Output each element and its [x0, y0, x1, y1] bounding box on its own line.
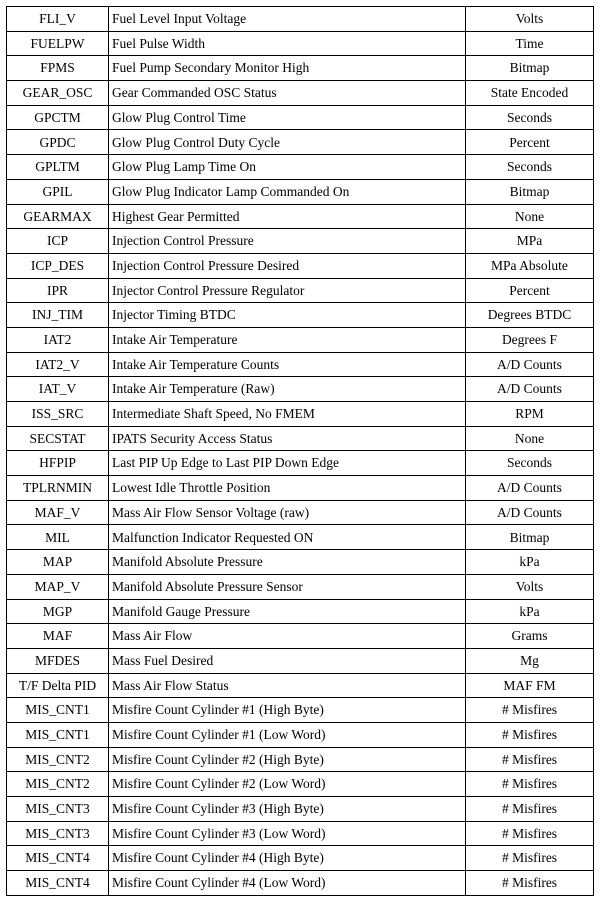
- pid-description-cell: Intake Air Temperature Counts: [109, 352, 466, 377]
- pid-code-cell: GPCTM: [7, 105, 109, 130]
- table-row: [7, 797, 594, 822]
- table-row: [7, 426, 594, 451]
- pid-unit-cell: # Misfires: [466, 772, 594, 797]
- table-row: [7, 105, 594, 130]
- pid-description-cell: Misfire Count Cylinder #4 (Low Word): [109, 871, 466, 896]
- table-row: [7, 624, 594, 649]
- table-row: [7, 648, 594, 673]
- table-row: [7, 377, 594, 402]
- table-row: [7, 500, 594, 525]
- pid-code-cell: MAP: [7, 550, 109, 575]
- pid-code-cell: MIS_CNT1: [7, 722, 109, 747]
- pid-code-cell: T/F Delta PID: [7, 673, 109, 698]
- pid-code-cell: FPMS: [7, 56, 109, 81]
- table-row: [7, 56, 594, 81]
- table-row: [7, 673, 594, 698]
- pid-unit-cell: # Misfires: [466, 797, 594, 822]
- pid-code-cell: MIS_CNT4: [7, 846, 109, 871]
- pid-table-body: [7, 7, 594, 896]
- pid-unit-cell: Volts: [466, 7, 594, 32]
- pid-unit-cell: Bitmap: [466, 56, 594, 81]
- pid-description-cell: Glow Plug Control Time: [109, 105, 466, 130]
- pid-unit-cell: Time: [466, 31, 594, 56]
- pid-description-cell: Misfire Count Cylinder #1 (Low Word): [109, 722, 466, 747]
- table-row: [7, 574, 594, 599]
- table-row: [7, 229, 594, 254]
- pid-unit-cell: # Misfires: [466, 871, 594, 896]
- pid-code-cell: MIS_CNT3: [7, 797, 109, 822]
- table-row: [7, 722, 594, 747]
- pid-description-cell: Misfire Count Cylinder #2 (Low Word): [109, 772, 466, 797]
- pid-unit-cell: # Misfires: [466, 698, 594, 723]
- pid-unit-cell: Degrees F: [466, 327, 594, 352]
- pid-description-cell: Highest Gear Permitted: [109, 204, 466, 229]
- table-row: [7, 871, 594, 896]
- pid-description-cell: Malfunction Indicator Requested ON: [109, 525, 466, 550]
- pid-description-cell: Mass Air Flow Status: [109, 673, 466, 698]
- pid-description-cell: Misfire Count Cylinder #3 (High Byte): [109, 797, 466, 822]
- pid-code-cell: GEARMAX: [7, 204, 109, 229]
- pid-unit-cell: Bitmap: [466, 179, 594, 204]
- pid-description-cell: Injector Timing BTDC: [109, 303, 466, 328]
- pid-code-cell: IAT2: [7, 327, 109, 352]
- pid-unit-cell: # Misfires: [466, 747, 594, 772]
- pid-code-cell: GPIL: [7, 179, 109, 204]
- pid-code-cell: SECSTAT: [7, 426, 109, 451]
- pid-code-cell: IAT_V: [7, 377, 109, 402]
- pid-description-cell: Glow Plug Indicator Lamp Commanded On: [109, 179, 466, 204]
- pid-unit-cell: Percent: [466, 130, 594, 155]
- pid-code-cell: MAP_V: [7, 574, 109, 599]
- pid-description-cell: Last PIP Up Edge to Last PIP Down Edge: [109, 451, 466, 476]
- pid-unit-cell: A/D Counts: [466, 377, 594, 402]
- pid-description-cell: IPATS Security Access Status: [109, 426, 466, 451]
- table-row: [7, 130, 594, 155]
- pid-unit-cell: State Encoded: [466, 81, 594, 106]
- pid-description-cell: Misfire Count Cylinder #1 (High Byte): [109, 698, 466, 723]
- pid-code-cell: IAT2_V: [7, 352, 109, 377]
- pid-unit-cell: RPM: [466, 402, 594, 427]
- pid-code-cell: IPR: [7, 278, 109, 303]
- table-row: [7, 7, 594, 32]
- table-row: [7, 525, 594, 550]
- pid-unit-cell: A/D Counts: [466, 500, 594, 525]
- pid-description-cell: Intake Air Temperature: [109, 327, 466, 352]
- table-row: [7, 402, 594, 427]
- pid-description-cell: Lowest Idle Throttle Position: [109, 476, 466, 501]
- pid-code-cell: GPDC: [7, 130, 109, 155]
- table-row: [7, 81, 594, 106]
- pid-code-cell: ICP: [7, 229, 109, 254]
- pid-table: [6, 6, 594, 896]
- pid-unit-cell: # Misfires: [466, 846, 594, 871]
- pid-description-cell: Misfire Count Cylinder #2 (High Byte): [109, 747, 466, 772]
- table-row: [7, 278, 594, 303]
- table-row: [7, 772, 594, 797]
- pid-unit-cell: MPa Absolute: [466, 253, 594, 278]
- table-row: [7, 303, 594, 328]
- pid-description-cell: Misfire Count Cylinder #3 (Low Word): [109, 821, 466, 846]
- pid-description-cell: Fuel Level Input Voltage: [109, 7, 466, 32]
- pid-description-cell: Mass Fuel Desired: [109, 648, 466, 673]
- pid-code-cell: FLI_V: [7, 7, 109, 32]
- table-row: [7, 747, 594, 772]
- table-row: [7, 846, 594, 871]
- pid-description-cell: Injector Control Pressure Regulator: [109, 278, 466, 303]
- table-row: [7, 476, 594, 501]
- pid-code-cell: MIS_CNT2: [7, 772, 109, 797]
- pid-code-cell: GPLTM: [7, 155, 109, 180]
- pid-unit-cell: None: [466, 204, 594, 229]
- pid-description-cell: Glow Plug Lamp Time On: [109, 155, 466, 180]
- pid-unit-cell: kPa: [466, 599, 594, 624]
- pid-description-cell: Manifold Gauge Pressure: [109, 599, 466, 624]
- pid-code-cell: MGP: [7, 599, 109, 624]
- pid-code-cell: TPLRNMIN: [7, 476, 109, 501]
- pid-code-cell: ICP_DES: [7, 253, 109, 278]
- pid-description-cell: Misfire Count Cylinder #4 (High Byte): [109, 846, 466, 871]
- pid-code-cell: GEAR_OSC: [7, 81, 109, 106]
- pid-description-cell: Injection Control Pressure: [109, 229, 466, 254]
- pid-unit-cell: A/D Counts: [466, 476, 594, 501]
- pid-description-cell: Manifold Absolute Pressure Sensor: [109, 574, 466, 599]
- pid-unit-cell: # Misfires: [466, 821, 594, 846]
- pid-unit-cell: Volts: [466, 574, 594, 599]
- pid-description-cell: Fuel Pump Secondary Monitor High: [109, 56, 466, 81]
- pid-code-cell: MAF: [7, 624, 109, 649]
- pid-code-cell: MIL: [7, 525, 109, 550]
- pid-code-cell: MAF_V: [7, 500, 109, 525]
- pid-unit-cell: Degrees BTDC: [466, 303, 594, 328]
- pid-description-cell: Intermediate Shaft Speed, No FMEM: [109, 402, 466, 427]
- pid-unit-cell: Seconds: [466, 105, 594, 130]
- table-row: [7, 599, 594, 624]
- pid-description-cell: Fuel Pulse Width: [109, 31, 466, 56]
- pid-unit-cell: A/D Counts: [466, 352, 594, 377]
- pid-unit-cell: MAF FM: [466, 673, 594, 698]
- pid-code-cell: MIS_CNT2: [7, 747, 109, 772]
- pid-unit-cell: Bitmap: [466, 525, 594, 550]
- pid-code-cell: ISS_SRC: [7, 402, 109, 427]
- table-row: [7, 698, 594, 723]
- table-row: [7, 204, 594, 229]
- pid-code-cell: MFDES: [7, 648, 109, 673]
- pid-unit-cell: Grams: [466, 624, 594, 649]
- table-row: [7, 550, 594, 575]
- pid-description-cell: Manifold Absolute Pressure: [109, 550, 466, 575]
- table-row: [7, 821, 594, 846]
- pid-unit-cell: Percent: [466, 278, 594, 303]
- pid-unit-cell: MPa: [466, 229, 594, 254]
- pid-description-cell: Mass Air Flow: [109, 624, 466, 649]
- pid-unit-cell: Seconds: [466, 155, 594, 180]
- table-row: [7, 31, 594, 56]
- table-row: [7, 179, 594, 204]
- table-row: [7, 451, 594, 476]
- pid-code-cell: HFPIP: [7, 451, 109, 476]
- pid-unit-cell: # Misfires: [466, 722, 594, 747]
- pid-unit-cell: None: [466, 426, 594, 451]
- pid-code-cell: INJ_TIM: [7, 303, 109, 328]
- pid-description-cell: Intake Air Temperature (Raw): [109, 377, 466, 402]
- pid-description-cell: Gear Commanded OSC Status: [109, 81, 466, 106]
- pid-description-cell: Injection Control Pressure Desired: [109, 253, 466, 278]
- pid-code-cell: MIS_CNT1: [7, 698, 109, 723]
- table-row: [7, 327, 594, 352]
- pid-description-cell: Glow Plug Control Duty Cycle: [109, 130, 466, 155]
- table-row: [7, 253, 594, 278]
- pid-code-cell: FUELPW: [7, 31, 109, 56]
- pid-code-cell: MIS_CNT4: [7, 871, 109, 896]
- pid-description-cell: Mass Air Flow Sensor Voltage (raw): [109, 500, 466, 525]
- table-row: [7, 155, 594, 180]
- pid-unit-cell: kPa: [466, 550, 594, 575]
- table-row: [7, 352, 594, 377]
- pid-unit-cell: Mg: [466, 648, 594, 673]
- pid-code-cell: MIS_CNT3: [7, 821, 109, 846]
- pid-unit-cell: Seconds: [466, 451, 594, 476]
